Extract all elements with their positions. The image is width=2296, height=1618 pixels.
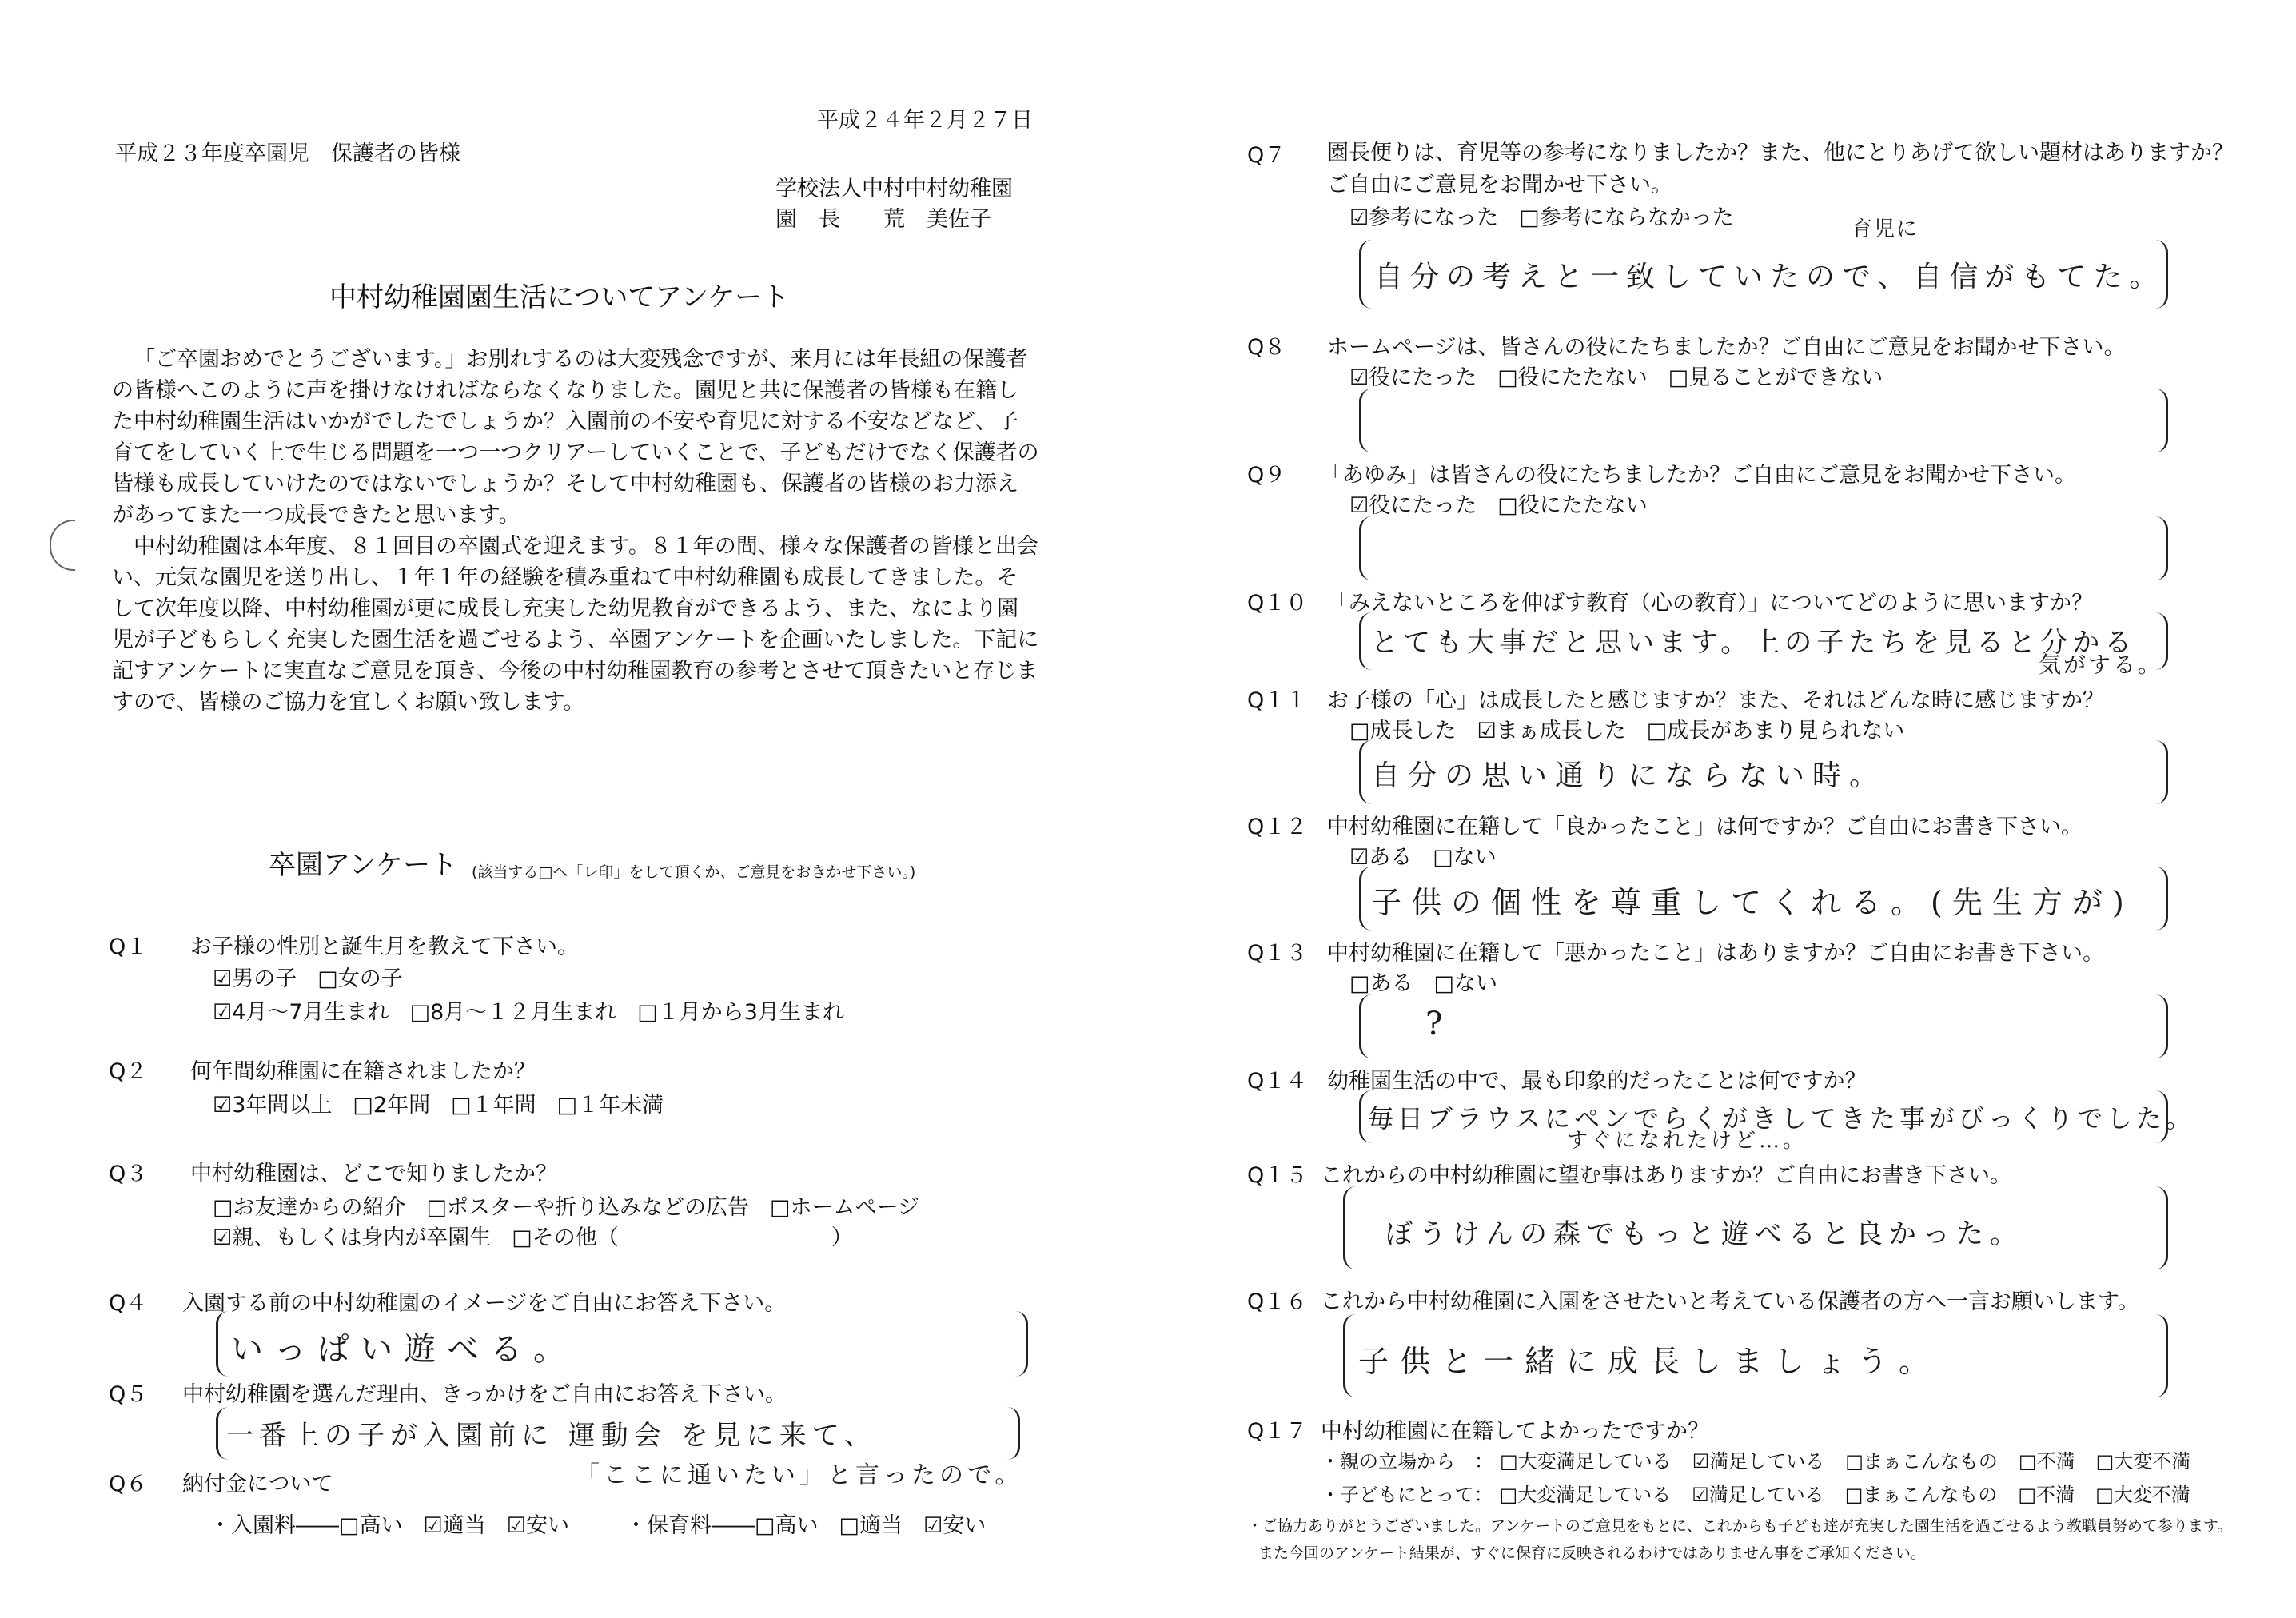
q6-entrance-fee-high[interactable]: ・入園料――□高い [209, 1513, 403, 1538]
q16-handwritten-answer: 子供と一緒に成長しましょう。 [1358, 1344, 1941, 1379]
q11-answer-box[interactable] [1359, 740, 2168, 804]
q9-option-not-useful[interactable]: □役にたたない [1497, 493, 1648, 518]
q3-option-family-alumni[interactable]: ☑親、もしくは身内が卒園生 [213, 1225, 492, 1250]
q13-options [1349, 966, 1518, 997]
q6-question: 納付金について [182, 1472, 333, 1496]
q8-options [1349, 360, 1903, 391]
q14-question: 幼稚園生活の中で、最も印象的だったことは何ですか？ [1327, 1069, 1867, 1094]
q12-question: 中村幼稚園に在籍して「良かったこと」は何ですか？ご自由にお書き下さい。 [1327, 815, 2083, 839]
q17-parent-dissatisfied[interactable]: □不満 [2018, 1450, 2075, 1473]
q17-child-very-dissatisfied[interactable]: □大変不満 [2095, 1484, 2190, 1506]
q1-gender-options [213, 961, 424, 992]
director-name: 園 長 荒 美佐子 [775, 207, 991, 232]
q13-handwritten-answer: ? [1425, 1006, 1454, 1042]
q3-option-friend[interactable]: □お友達からの紹介 [213, 1195, 406, 1220]
q2-option-1yr[interactable]: □１年間 [451, 1093, 536, 1118]
q8-number: Q８ [1247, 335, 1286, 360]
footer-thanks: ・ご協力ありがとうございました。アンケートのご意見をもとに、これからも子ども達が充実した園生活を過ごせるよう教職員努めて参ります。 [1247, 1517, 2233, 1535]
q1-birth-month-options [213, 994, 865, 1026]
q2-option-2yrs[interactable]: □2年間 [353, 1093, 431, 1118]
q1-option-girl[interactable]: □女の子 [317, 966, 403, 991]
q7-number: Q７ [1247, 143, 1286, 168]
q9-options [1349, 488, 1668, 519]
q17-parent-satisfied[interactable]: ☑満足している [1692, 1450, 1825, 1473]
q16-answer-box[interactable] [1343, 1314, 2168, 1397]
q3-options-row2 [213, 1220, 874, 1251]
q3-options-row1 [213, 1190, 940, 1221]
q4-handwritten-answer: いっぱい遊べる。 [231, 1331, 576, 1368]
q17-parent-so-so[interactable]: □まぁこんなもの [1845, 1450, 1998, 1473]
document-title: 中村幼稚園園生活についてアンケート [329, 281, 790, 313]
q13-number: Q１３ [1247, 941, 1308, 966]
q11-handwritten-answer: 自分の思い通りにならない時。 [1371, 759, 1887, 792]
survey-title: 卒園アンケート [269, 849, 457, 881]
q17-parent-very-satisfied[interactable]: □大変満足している [1500, 1450, 1672, 1473]
q11-option-little-growth[interactable]: □成長があまり見られない [1646, 719, 1905, 743]
q3-option-ads[interactable]: □ポスターや折り込みなどの広告 [426, 1195, 750, 1220]
q12-number: Q１２ [1247, 815, 1308, 839]
q10-handwritten-answer-cont: 気がする。 [2039, 652, 2163, 678]
q17-parent-very-dissatisfied[interactable]: □大変不満 [2095, 1450, 2191, 1473]
q11-question: お子様の「心」は成長したと感じますか？また、それはどんな時に感じますか？ [1327, 688, 2104, 713]
q6-tuition-high[interactable]: ・保育料――□高い [624, 1513, 819, 1538]
q5-handwritten-answer-line1: 一番上の子が入園前に 運動会 を見に来て、 [226, 1420, 877, 1452]
q5-answer-box[interactable] [216, 1407, 1020, 1460]
q3-number: Q３ [109, 1162, 148, 1186]
q2-number: Q２ [109, 1059, 148, 1084]
q1-option-apr-jul[interactable]: ☑4月～7月生まれ [213, 1000, 389, 1025]
left-page [0, 0, 1135, 1618]
q9-question: 「あゆみ」は皆さんの役にたちましたか？ご自由にご意見をお聞かせ下さい。 [1321, 463, 2076, 488]
q2-question: 何年間幼稚園に在籍されましたか？ [190, 1059, 536, 1084]
q9-answer-box[interactable] [1359, 516, 2168, 580]
q17-child-row [1321, 1479, 2211, 1507]
q8-option-useful[interactable]: ☑役にたった [1349, 365, 1477, 390]
q10-question: 「みえないところを伸ばす教育（心の教育）」についてどのように思いますか？ [1327, 591, 2093, 616]
q4-question: 入園する前の中村幼稚園のイメージをご自由にお答え下さい。 [182, 1291, 787, 1316]
q2-option-under-1yr[interactable]: □１年未満 [556, 1093, 664, 1118]
q17-child-dissatisfied[interactable]: □不満 [2018, 1484, 2075, 1506]
q6-options [209, 1508, 1006, 1539]
q7-handwritten-note: 育児に [1852, 217, 1919, 241]
q17-child-label: ・子どもにとって： [1321, 1484, 1493, 1506]
q1-number: Q１ [109, 935, 148, 959]
q6-entrance-fee-fair[interactable]: ☑適当 [423, 1513, 486, 1538]
right-page [1151, 0, 2296, 1618]
q1-option-aug-dec[interactable]: □8月～１２月生まれ [409, 1000, 617, 1025]
q11-number: Q１１ [1247, 688, 1308, 713]
q5-question: 中村幼稚園を選んだ理由、きっかけをご自由にお答え下さい。 [182, 1382, 787, 1407]
q6-tuition-cheap[interactable]: ☑安い [923, 1513, 987, 1538]
q3-option-homepage[interactable]: □ホームページ [770, 1195, 920, 1220]
q14-number: Q１４ [1247, 1069, 1308, 1094]
q6-entrance-fee-cheap[interactable]: ☑安い [506, 1513, 569, 1538]
q3-other-close: ） [831, 1225, 853, 1250]
q9-number: Q９ [1247, 463, 1286, 488]
survey-instructions: (該当する□へ「レ印」をして頂くか、ご意見をおきかせ下さい。) [472, 863, 916, 881]
q15-question: これからの中村幼稚園に望む事はありますか？ご自由にお書き下さい。 [1321, 1163, 2011, 1188]
q16-number: Q１６ [1247, 1289, 1308, 1314]
q12-answer-box[interactable] [1359, 867, 2168, 931]
q15-answer-box[interactable] [1343, 1186, 2168, 1269]
q7-option-not-helpful[interactable]: □参考にならなかった [1519, 205, 1734, 230]
school-name: 学校法人中村中村幼稚園 [775, 177, 1013, 201]
q17-child-so-so[interactable]: □まぁこんなもの [1844, 1484, 1998, 1506]
q17-child-satisfied[interactable]: ☑満足している [1692, 1484, 1824, 1506]
q17-parent-label: ・親の立場から ： [1321, 1450, 1493, 1473]
q10-number: Q１０ [1247, 591, 1308, 616]
q7-option-helpful[interactable]: ☑参考になった [1349, 205, 1499, 230]
q17-parent-row [1321, 1445, 2211, 1473]
q14-handwritten-answer-cont: すぐになれたけど…。 [1567, 1129, 1808, 1153]
q8-answer-box[interactable] [1359, 389, 2168, 452]
q2-options [213, 1087, 684, 1118]
q7-question: 園長便りは、育児等の参考になりましたか？また、他にとりあげて欲しい題材はありますか？ご自由にご意見をお聞かせ下さい。 [1327, 141, 2234, 197]
q15-number: Q１５ [1247, 1163, 1308, 1188]
q5-handwritten-answer-line2: 「ここに通いたい」と言ったので。 [576, 1461, 1023, 1489]
q12-option-yes[interactable]: ☑ある [1349, 845, 1413, 870]
intro-paragraph-1: 「ご卒園おめでとうございます。」お別れするのは大変残念ですが、来月には年長組の保護者の皆様へこのように声を掛けなければならなくなりました。園児と共に保護者の皆様も在籍した中村幼稚園生活はいかがでしたでしょうか？入園前の不安や育児に対する不安などなど、子育てをしていく上で生じる問題を一つ一つクリアーしていくことで、子どもだけでなく保護者の皆様も成長していけたのではないでしょうか？そして中村幼稚園も、保護者の皆様のお力添えがあってまた一つ成長できたと思います。 [112, 347, 1039, 528]
q15-handwritten-answer: ぼうけんの森でもっと遊べると良かった。 [1385, 1218, 2023, 1250]
q1-option-jan-mar[interactable]: □１月から3月生まれ [637, 1000, 844, 1025]
q4-number: Q４ [109, 1291, 148, 1316]
q1-question: お子様の性別と誕生月を教えて下さい。 [190, 935, 579, 959]
q4-answer-box[interactable] [216, 1311, 1028, 1377]
q6-number: Q６ [109, 1472, 148, 1496]
q14-handwritten-answer: 毎日ブラウスにペンでらくがきしてきた事がびっくりでした。 [1368, 1103, 2196, 1134]
document-date: 平成２４年２月２７日 [817, 108, 1033, 133]
binding-mark [50, 520, 75, 571]
q13-answer-box[interactable] [1359, 994, 2168, 1058]
q6-tuition-fair[interactable]: □適当 [839, 1513, 903, 1538]
q1-option-boy[interactable]: ☑男の子 [213, 966, 297, 991]
q7-handwritten-answer: 自分の考えと一致していたので、自信がもてた。 [1374, 261, 2166, 293]
q8-option-not-useful[interactable]: □役にたたない [1497, 365, 1648, 390]
q2-option-3yrs[interactable]: ☑3年間以上 [213, 1093, 333, 1118]
q17-number: Q１７ [1247, 1419, 1308, 1444]
q3-option-other[interactable]: □その他（ [512, 1225, 619, 1250]
q17-question: 中村幼稚園に在籍してよかったですか？ [1321, 1419, 1709, 1444]
q13-option-no[interactable]: □ない [1433, 971, 1498, 996]
q13-question: 中村幼稚園に在籍して「悪かったこと」はありますか？ご自由にお書き下さい。 [1327, 941, 2104, 966]
q8-option-could-not-view[interactable]: □見ることができない [1668, 365, 1883, 390]
q11-option-grew[interactable]: □成長した [1349, 719, 1457, 743]
intro-paragraph-2: 中村幼稚園は本年度、８１回目の卒園式を迎えます。８１年の間、様々な保護者の皆様と出会い、元気な園児を送り出し、１年１年の経験を積み重ねて中村幼稚園も成長してきました。そして次年度以降、中村幼稚園が更に成長し充実した幼児教育ができるよう、また、なにより園児が子どもらしく充実した園生活を過ごせるよう、卒園アンケートを企画いたしました。下記に記すアンケートに実直なご意見を頂き、今後の中村幼稚園教育の参考とさせて頂きたいと存じますので、皆様のご協力を宜しくお願い致します。 [112, 534, 1039, 715]
q16-question: これから中村幼稚園に入園をさせたいと考えている保護者の方へ一言お願いします。 [1321, 1289, 2139, 1314]
footer-notice: また今回のアンケート結果が、すぐに保育に反映されるわけではありません事をご承知ください。 [1258, 1544, 1926, 1562]
q7-answer-box[interactable] [1359, 240, 2168, 309]
q3-question: 中村幼稚園は、どこで知りましたか？ [190, 1162, 557, 1186]
q5-number: Q５ [109, 1382, 148, 1407]
q12-handwritten-answer: 子供の個性を尊重してくれる。(先生方が) [1371, 885, 2134, 920]
intro-text [112, 344, 1039, 718]
q13-option-yes[interactable]: □ある [1349, 971, 1413, 996]
q11-option-somewhat-grew[interactable]: ☑まぁ成長した [1477, 719, 1626, 743]
q17-child-very-satisfied[interactable]: □大変満足している [1499, 1484, 1672, 1506]
q10-handwritten-answer: とても大事だと思います。上の子たちを見ると分かる [1371, 627, 2137, 659]
q7-options [1349, 200, 1755, 231]
q12-option-no[interactable]: □ない [1433, 845, 1497, 870]
q9-option-useful[interactable]: ☑役にたった [1349, 493, 1477, 518]
q8-question: ホームページは、皆さんの役にたちましたか？ご自由にご意見をお聞かせ下さい。 [1327, 335, 2126, 360]
addressee: 平成２３年度卒園児 保護者の皆様 [115, 141, 460, 166]
